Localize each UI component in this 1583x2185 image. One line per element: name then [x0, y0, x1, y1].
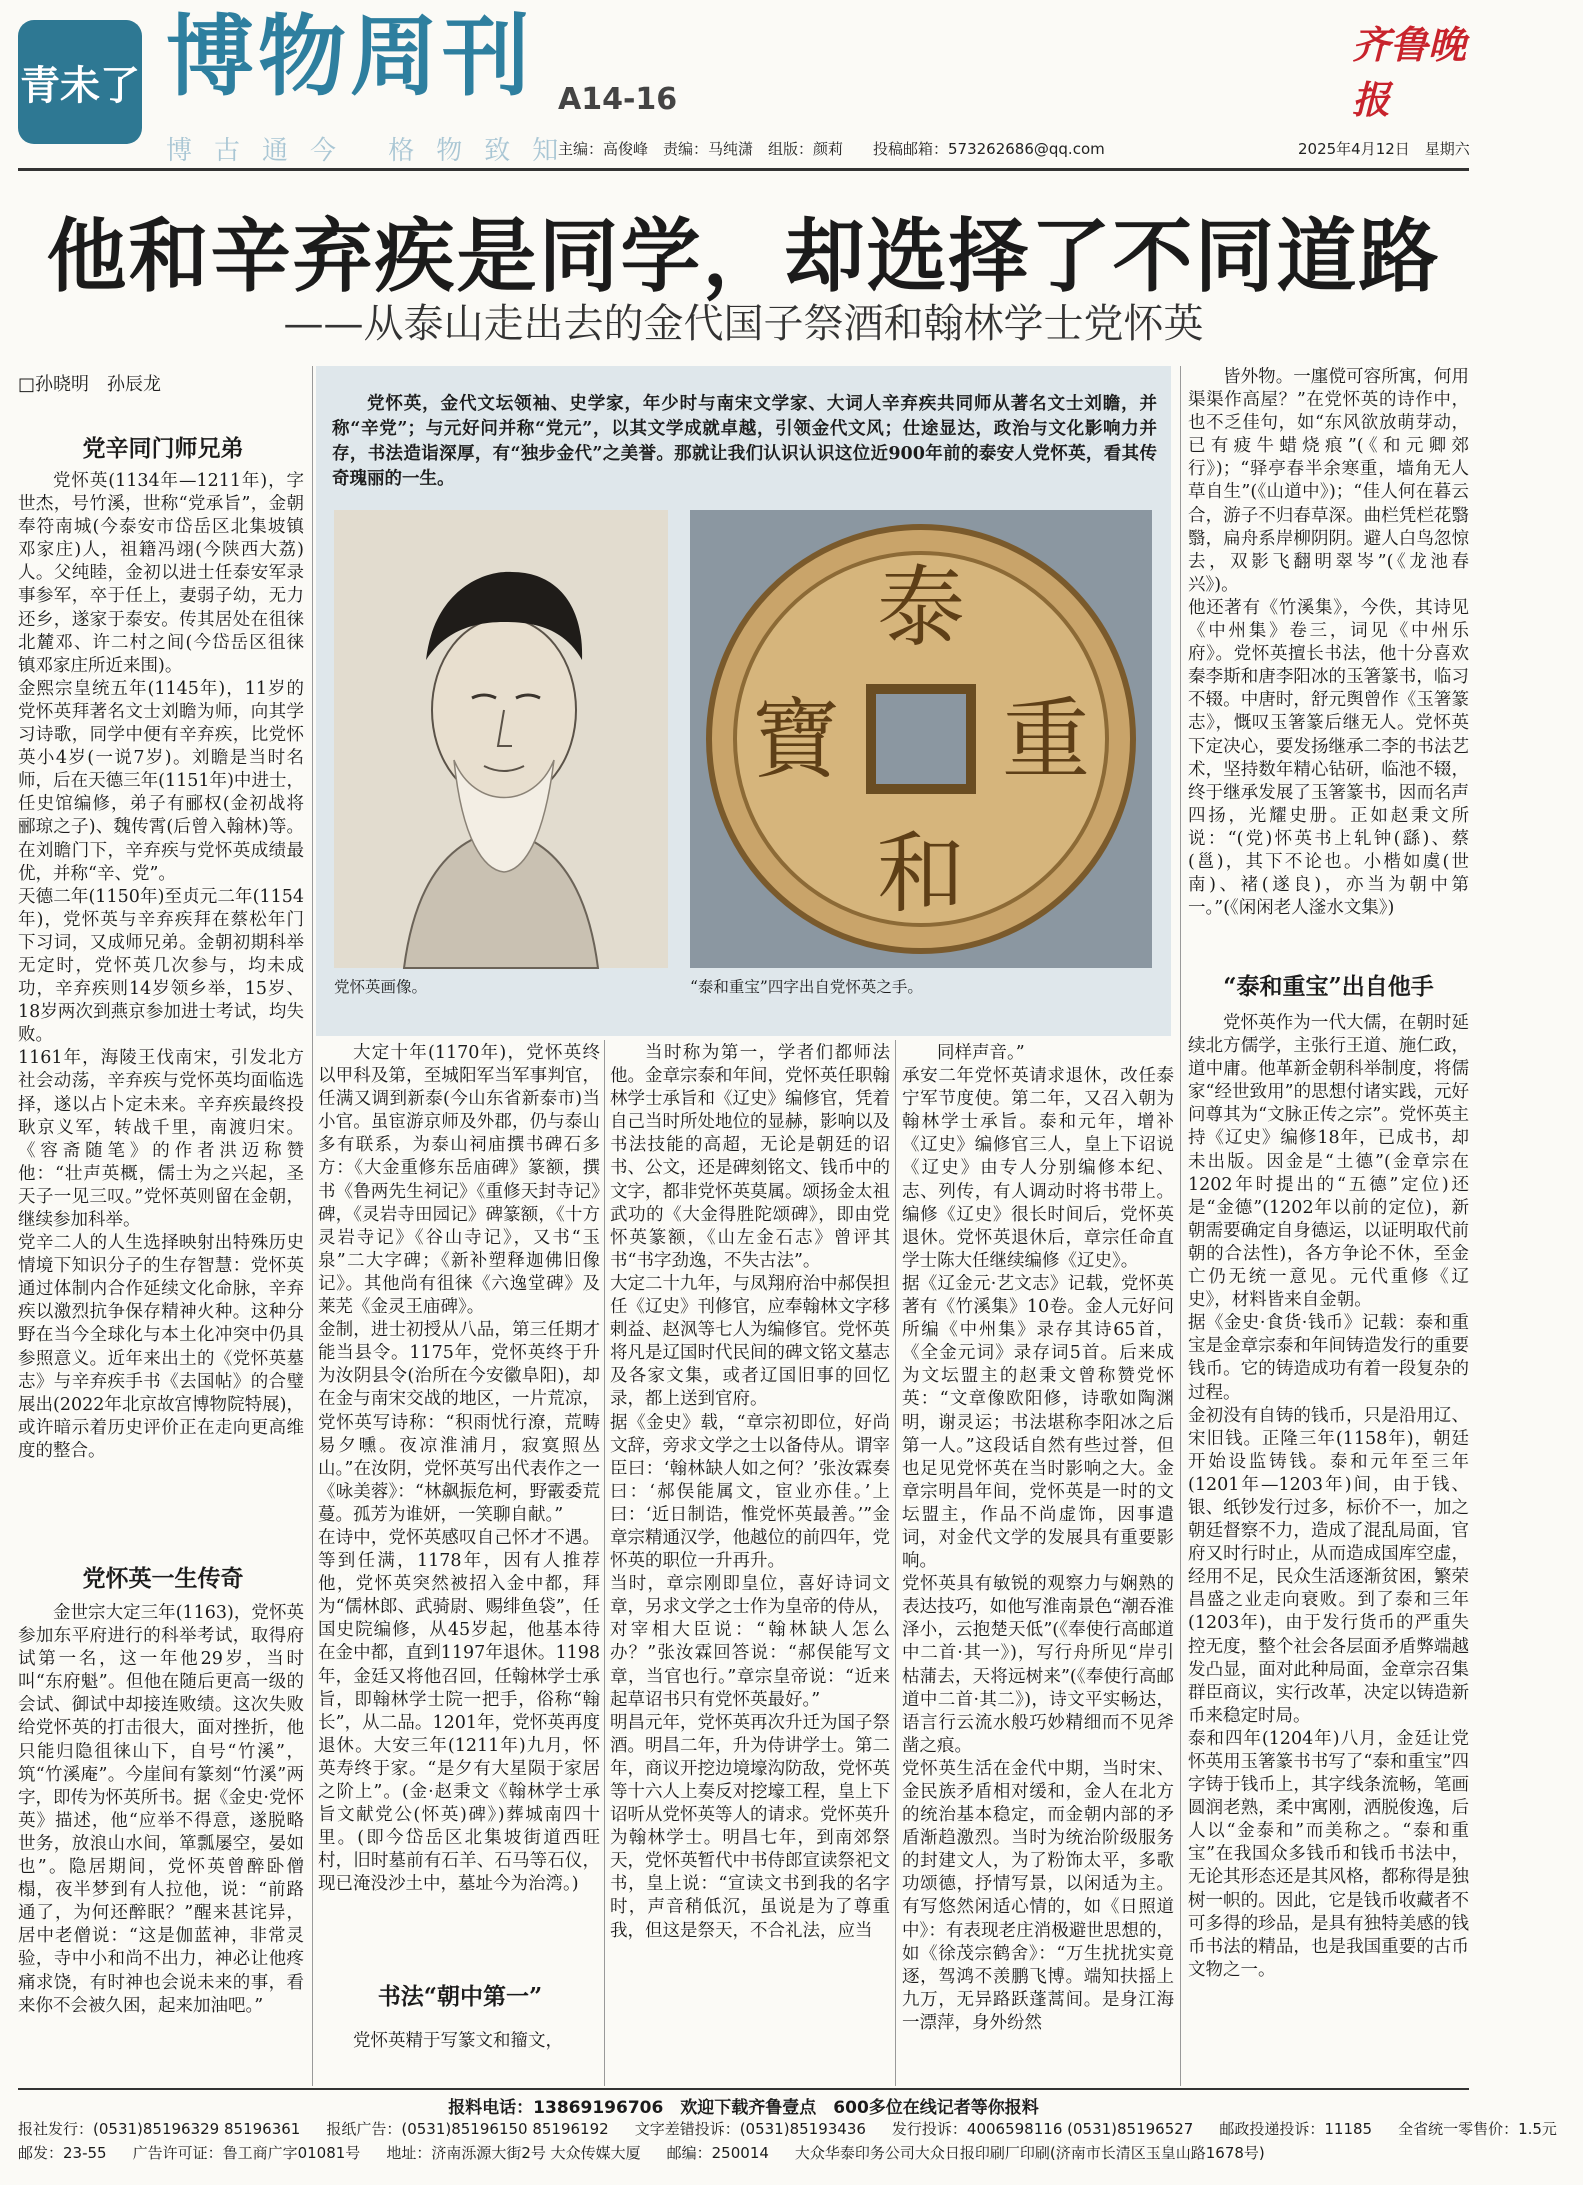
page-range: A14-16	[558, 82, 678, 117]
article-column-5a: 皆外物。一廛傥可容所寓，何用渠渠作高屋？”在党怀英的诗作中，也不乏佳句，如“东风欲放萌芽动，已有疲牛蜡烧痕”(《和元卿郊行》)；“驿亭春半余寒重，墙角无人草自生”(《山道中》)；“佳人何在暮云合，游子不归春草深。曲栏凭栏花翳翳，扁舟系岸柳阴阴。避人白鸟忽惊去，双影飞翻明翠岑”(《龙池春兴》)。 他还著有《竹溪集》，今佚，其诗见《中州集》卷三，词见《中州乐府》。党怀英擅长书法，他十分喜欢秦李斯和唐李阳冰的玉箸篆书，临习不辍。中唐时，舒元舆曾作《玉箸篆志》，慨叹玉箸篆后继无人。党怀英下定决心，要发扬继承二李的书法艺术，坚持数年精心钻研，临池不辍，终于继承发展了玉箸篆书，因而名声四扬，光耀史册。正如赵秉文所说：“(党)怀英书上轧钟(繇)、蔡(邕)，其下不论也。小楷如虞(世南)、褚(遂良)，亦当为朝中第一。”(《闲闲老人滏水文集》)	[1188, 367, 1469, 919]
article-column-1a: 党怀英(1134年—1211年)，字世杰，号竹溪，世称“党承旨”，金朝奉符南城(今泰安市岱岳区北集坡镇邓家庄)人，祖籍冯翊(今陕西大荔)人。父纯睦，金初以进士任泰安军录事参军，卒于任上，妻弱子幼，无力还乡，遂家于泰安。传其居处在徂徕北麓邓、许二村之间(今岱岳区徂徕镇邓家庄所近来围)。 金熙宗皇统五年(1145年)，11岁的党怀英拜著名文士刘瞻为师，向其学习诗歌，同学中便有辛弃疾，比党怀英小4岁(一说7岁)。刘瞻是当时名师，后在天德三年(1151年)中进士，任史馆编修，弟子有郦权(金初战将郦琼之子)、魏传霄(后曾入翰林)等。在刘瞻门下，辛弃疾与党怀英成绩最优，并称“辛、党”。 天德二年(1150年)至贞元二年(1154年)，党怀英与辛弃疾拜在蔡松年门下习词，又成师兄弟。金朝初期科举无定时，党怀英几次参与，均未成功，辛弃疾则14岁领乡举，15岁、18岁两次到燕京参加进士考试，均失败。 1161年，海陵王伐南宋，引发北方社会动荡，辛弃疾与党怀英均面临选择，遂以占卜定未来。辛弃疾最终投耿京义军，转战千里，南渡归宋。《容斋随笔》的作者洪迈称赞他：“壮声英概，儒士为之兴起，圣天子一见三叹。”党怀英则留在金朝，继续参加科举。 党辛二人的人生选择映射出特殊历史情境下知识分子的生存智慧：党怀英通过体制内合作延续文化命脉，辛弃疾以激烈抗争保存精神火种。这种分野在当今全球化与本土化冲突中仍具参照意义。近年来出土的《党怀英墓志》与辛弃疾手书《去国帖》的合璧展出(2022年北京故宫博物院特展)，或许暗示着历史评价正在走向更高维度的整合。	[18, 471, 304, 1461]
section-heading: 党怀英一生传奇	[82, 1565, 244, 1592]
subtitle: ——从泰山走出去的金代国子祭酒和翰林学士党怀英	[283, 301, 1204, 347]
footer-item: 邮发：23-55	[18, 2144, 107, 2162]
editor-credits: 主编：高俊峰 责编：马纯潇 组版：颜莉 投稿邮箱：573262686@qq.com	[558, 140, 1105, 158]
coin-char-bottom: 和	[876, 822, 966, 925]
article-column-5b: 党怀英作为一代大儒，在朝时延续北方儒学，主张行王道、施仁政，道中庸。他革新金朝科举制度，将儒家“经世致用”的思想付诸实践，元好问尊其为“文脉正传之宗”。党怀英主持《辽史》编修18年，已成书，却未出版。因金是“土德”(金章宗在1202年时提出的“五德”定位)还是“金德”(1202年以前的定位)，新朝需要确定自身德运，以证明取代前朝的合法性)，各方争论不休，至金亡仍无统一意见。元代重修《辽史》，材料皆来自金朝。 据《金史·食货·钱币》记载：泰和重宝是金章宗泰和年间铸造发行的重要钱币。它的铸造成功有着一段复杂的过程。 金初没有自铸的钱币，只是沿用辽、宋旧钱。正隆三年(1158年)，朝廷开始设监铸钱。泰和元年至三年(1201年—1203年)间，由于钱、银、纸钞发行过多，标价不一，加之朝廷督察不力，造成了混乱局面，官府又时行时止，从而造成国库空虚，经用不足，民众生活逐渐贫困，繁荣昌盛之业走向衰败。到了泰和三年(1203年)，由于发行货币的严重失控无度，整个社会各层面矛盾弊端越发凸显，面对此种局面，金章宗召集群臣商议，实行改革，决定以铸造新币来稳定时局。 泰和四年(1204年)八月，金廷让党怀英用玉箸篆书书写了“泰和重宝”四字铸于钱币上，其字线条流畅，笔画圆润老熟，柔中寓刚，洒脱俊逸，后人以“金泰和”而美称之。“泰和重宝”在我国众多钱币和钱币书法中，无论其形态还是其风格，都称得是独树一帜的。因此，它是钱币收藏者不可多得的珍品，是具有独特美感的钱币书法的精品，也是我国重要的古币文物之一。	[1188, 1013, 1469, 1980]
footer-item: 文字差错投诉：(0531)85193436	[634, 2120, 866, 2138]
masthead-rule	[18, 168, 1469, 171]
section-brand-title: 博物周刊	[166, 4, 535, 108]
article-column-1b: 金世宗大定三年(1163)，党怀英参加东平府进行的科举考试，取得府试第一名，这一年他29岁，当时叫“东府魁”。但他在随后更高一级的会试、御试中却接连败绩。这次失败给党怀英的打击很大，面对挫折，他只能归隐徂徕山下，自号“竹溪”，筑“竹溪庵”。今崖间有篆刻“竹溪”两字，即传为怀英所书。据《金史·党怀英》描述，他“应举不得意，遂脱略世务，放浪山水间，箪瓢屡空，晏如也”。隐居期间，党怀英曾醉卧僧榻，夜半梦到有人拉他，说：“前路通了，为何还醉眠？”醒来甚诧异，居中老僧说：“这是伽蓝神，非常灵验，寺中小和尚不出力，神必让他疼痛求饶，有时神也会说未来的事，看来你不会被久困，起来加油吧。”	[18, 1603, 304, 2016]
coin-caption: “泰和重宝”四字出自党怀英之手。	[690, 978, 923, 996]
footer-item: 大众华泰印务公司大众日报印刷厂印刷(济南市长清区玉皇山路1678号)	[794, 2144, 1265, 2162]
column-divider	[895, 1040, 896, 2086]
footer-rule	[18, 2088, 1469, 2090]
footer-item: 发行投诉：4006598116 (0531)85196527	[891, 2120, 1194, 2138]
issue-date: 2025年4月12日 星期六	[1298, 140, 1470, 158]
footer-item: 地址：济南泺源大街2号 大众传媒大厦	[386, 2144, 641, 2162]
footer-item: 全省统一零售价：1.5元	[1398, 2120, 1557, 2138]
coin-image	[690, 510, 1152, 968]
footer-item: 报纸广告：(0531)85196150 85196192	[326, 2120, 609, 2138]
article-column-2b: 党怀英精于写篆文和籀文，	[353, 2031, 563, 2051]
column-divider	[1180, 366, 1181, 2086]
footer-contacts	[18, 2118, 1583, 2139]
intro-text: 党怀英，金代文坛领袖、史学家，年少时与南宋文学家、大词人辛弃疾共同师从著名文士刘瞻，并称“辛党”；与元好问并称“党元”，以其文学成就卓越，引领金代文风；仕途显达，政治与文化影响力并存，书法造诣深厚，有“独步金代”之美誉。那就让我们认识认识这位近900年前的泰安人党怀英，看其传奇瑰丽的一生。	[332, 394, 1157, 489]
coin-char-left: 寶	[751, 688, 841, 791]
footer-item: 邮政投递投诉：11185	[1219, 2120, 1373, 2138]
taihe-coin-illustration	[690, 510, 1152, 968]
footer-publication-info	[18, 2142, 1291, 2163]
byline: □孙晓明 孙辰龙	[18, 374, 162, 395]
article-column-3: 当时称为第一，学者们都师法他。金章宗泰和年间，党怀英任职翰林学士承旨和《辽史》编修官，凭着自己当时所处地位的显赫，影响以及书法技能的高超，无论是朝廷的诏书、公文，还是碑刻铭文、钱币中的文字，都非党怀英莫属。颂扬金太祖武功的《大金得胜陀颂碑》，即由党怀英篆额，《山左金石志》曾评其书“书字劲逸，不失古法”。 大定二十九年，与凤翔府治中郝俣担任《辽史》刊修官，应奉翰林文字移剌益、赵沨等七人为编修官。党怀英将凡是辽国时代民间的碑文铭文墓志及各家文集，或者辽国旧事的回忆录，都上送到官府。 据《金史》载，“章宗初即位，好尚文辞，旁求文学之士以备侍从。谓宰臣曰：‘翰林缺人如之何？’张汝霖奏曰：‘郝俣能属文，宦业亦佳。’上曰：‘近日制诰，惟党怀英最善。’”金章宗精通汉学，他越位的前四年，党怀英的职位一升再升。 当时，章宗刚即皇位，喜好诗词文章，另求文学之士作为皇帝的侍从，对宰相大臣说：“翰林缺人怎么办？”张汝霖回答说：“郝俣能写文章，当官也行。”章宗皇帝说：“近来起草诏书只有党怀英最好。” 明昌元年，党怀英再次升迁为国子祭酒。明昌二年，升为侍讲学士。第二年，商议开挖边境壕沟防敌，党怀英等十六人上奏反对挖壕工程，皇上下诏听从党怀英等人的请求。党怀英升为翰林学士。明昌七年，到南郊祭天，党怀英暂代中书侍郎宣读祭祀文书，皇上说：“宣读文书到我的名字时，声音稍低沉，虽说是为了尊重我，但这是祭天，不合礼法，应当	[610, 1043, 890, 1941]
portrait-caption: 党怀英画像。	[334, 978, 428, 996]
coin-char-right: 重	[1001, 688, 1091, 791]
newspaper-name: 齐鲁晚报	[1352, 22, 1467, 122]
footer-item: 邮编：250014	[666, 2144, 769, 2162]
article-column-4: 同样声音。” 承安二年党怀英请求退休，改任泰宁军节度使。第二年，又召入朝为翰林学士承旨。泰和元年，增补《辽史》编修官三人，皇上下诏说《辽史》由专人分别编修本纪、志、列传，有人调动时将书带上。编修《辽史》很长时间后，党怀英退休。党怀英退休后，章宗任命直学士陈大任继续编修《辽史》。 据《辽金元·艺文志》记载，党怀英著有《竹溪集》10卷。金人元好问所编《中州集》录存其诗65首，《全金元词》录存词5首。后来成为文坛盟主的赵秉文曾称赞党怀英：“文章像欧阳修，诗歌如陶渊明，谢灵运；书法堪称李阳冰之后第一人。”这段话自然有些过誉，但也足见党怀英在当时影响之大。金章宗明昌年间，党怀英是一时的文坛盟主，作品不尚虚饰，因事遣词，对金代文学的发展具有重要影响。 党怀英具有敏锐的观察力与娴熟的表达技巧，如他写淮南景色“潮吞淮泽小，云抱楚天低”(《奉使行高邮道中二首·其一》)，写行舟所见“岸引枯蒲去，天将远树来”(《奉使行高邮道中二首·其二》)，诗文平实畅达，语言行云流水般巧妙精细而不见斧凿之痕。 党怀英生活在金代中期，当时宋、金民族矛盾相对缓和，金人在北方的统治基本稳定，而金朝内部的矛盾渐趋激烈。当时为统治阶级服务的封建文人，为了粉饰太平，多歌功颂德，抒情写景，以闲适为主。有写悠然闲适心情的，如《日照道中》：有表现老庄消极避世思想的，如《徐茂宗鹤舍》：“万生扰扰实竟逐，驾鸿不羡鹏飞博。端知扶摇上九万，无异路跃蓬蒿间。是身江海一漂萍，身外纷然	[902, 1043, 1174, 2033]
portrait-image	[334, 510, 668, 968]
column-divider	[312, 366, 313, 2086]
column-divider	[604, 1040, 605, 2086]
article-column-2a: 大定十年(1170年)，党怀英终以甲科及第，至城阳军当军事判官，任满又调到新泰(今山东省新泰市)当小官。虽宦游京师及外郡，仍与泰山多有联系，为泰山祠庙撰书碑石多方：《大金重修东岳庙碑》篆额，撰书《鲁两先生祠记》《重修天封寺记》碑，《灵岩寺田园记》碑篆额，《十方灵岩寺记》《谷山寺记》，又书“玉泉”二大字碑；《新补塑释迦佛旧像记》。其他尚有徂徕《六逸堂碑》及莱芜《金灵王庙碑》。 金制，进士初授从八品，第三任期才能当县令。1175年，党怀英终于升为汝阴县令(治所在今安徽阜阳)，却在金与南宋交战的地区，一片荒凉，党怀英写诗称：“积雨忧行潦，荒畴易夕曛。夜凉淮浦月，寂寞照丛山。”在汝阴，党怀英写出代表作之一《咏美蓉》：“林飙振危柯，野霰委荒蔓。孤芳为谁妍，一笑聊自献。” 在诗中，党怀英感叹自己怀才不遇。等到任满，1178年，因有人推荐他，党怀英突然被招入金中都，拜为“儒林郎、武骑尉、赐绯鱼袋”，任国史院编修，从45岁起，他基本待在金中都，直到1197年退休。1198年，金廷又将他召回，任翰林学士承旨，即翰林学士院一把手，俗称“翰长”，从二品。1201年，党怀英再度退休。大安三年(1211年)九月，怀英寿终于家。“是夕有大星陨于家居之阶上”。(金·赵秉文《翰林学士承旨文献党公(怀英)碑》)葬城南四十里。(即今岱岳区北集坡街道西旺村，旧时墓前有石羊、石马等石仪，现已淹没沙土中，墓址今为治湾。)	[318, 1043, 600, 1895]
portrait-illustration	[334, 510, 668, 968]
footer-item: 报社发行：(0531)85196329 85196361	[18, 2120, 301, 2138]
section-heading: “泰和重宝”出自他手	[1223, 973, 1434, 1000]
section-motto: 博古通今 格物致知	[166, 136, 581, 166]
tip-hotline: 报料电话：13869196706 欢迎下载齐鲁壹点 600多位在线记者等你报料	[448, 2098, 1039, 2118]
section-heading: 书法“朝中第一”	[377, 1983, 543, 2010]
coin-char-top: 泰	[876, 556, 966, 659]
footer-item: 广告许可证：鲁工商广字01081号	[132, 2144, 361, 2162]
headline: 他和辛弃疾是同学，却选择了不同道路	[46, 209, 1441, 303]
section-heading: 党辛同门师兄弟	[82, 435, 244, 462]
qingweiliao-logo: 青未了	[18, 20, 142, 144]
